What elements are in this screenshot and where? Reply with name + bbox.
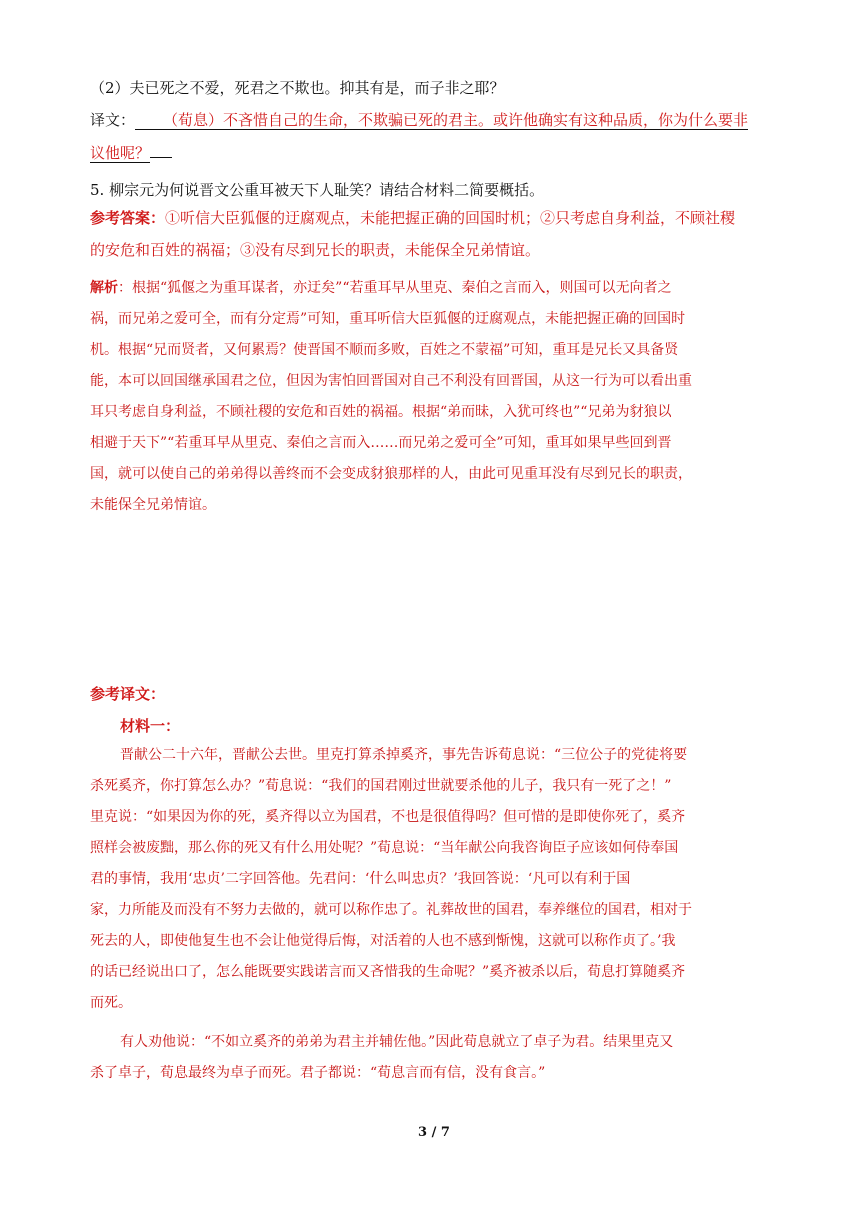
answer-line-2: 的安危和百姓的祸福；③没有尽到兄长的职责，未能保全兄弟情谊。 [90,241,541,259]
analysis-label: 解析 [90,280,118,296]
answer-label: 参考答案： [90,209,166,227]
paragraph-line: 而死。 [90,995,132,1011]
paragraph-line: 杀了卓子，荀息最终为卓子而死。君子都说：“荀息言而有信，没有食言。” [90,1065,546,1081]
question-5: 5. 柳宗元为何说晋文公重耳被天下人耻笑？请结合材料二简要概括。 [90,181,545,199]
analysis-line: 祸，而兄弟之爱可全，而有分定焉”可知，重耳听信大臣狐偃的迂腐观点，未能把握正确的回国时 [90,311,686,327]
paragraph-line: 君的事情，我用‘忠贞’二字回答他。先君问：‘什么叫忠贞？’我回答说：‘凡可以有利于国 [90,871,631,887]
answer-text-1: ①听信大臣狐偃的迂腐观点，未能把握正确的回国时机；②只考虑自身利益，不顾社稷 [165,209,736,227]
paragraph-line: 有人劝他说：“不如立奚齐的弟弟为君主并辅佐他。”因此荀息就立了卓子为君。结果里克又 [120,1034,674,1050]
analysis-line: 能，本可以回国继承国君之位，但因为害怕回晋国对自己不利没有回晋国，从这一行为可以看出重 [90,373,692,389]
page-number: 3 / 7 [418,1125,450,1140]
question-item-2: （2）夫已死之不爱，死君之不欺也。抑其有是，而子非之耶？ [90,79,505,97]
material-1-paragraph-1 [90,740,780,1019]
analysis-block [90,273,780,521]
translation-line-2 [90,143,780,163]
analysis-line: 相避于天下”“若重耳早从里克、秦伯之言而入……而兄弟之爱可全”可知，重耳如果早些回到晋 [90,435,672,451]
reference-translation-title: 参考译文： [90,685,166,703]
paragraph-line: 死去的人，即使他复生也不会让他觉得后悔，对活着的人也不感到惭愧，这就可以称作贞了。’我 [90,933,676,949]
analysis-line: 国，就可以使自己的弟弟得以善终而不会变成豺狼那样的人，由此可见重耳没有尽到兄长的职责， [90,466,692,482]
answer-line-1 [90,208,780,228]
paragraph-line: 晋献公二十六年，晋献公去世。里克打算杀掉奚齐，事先告诉荀息说：“三位公子的党徒将要 [120,747,688,763]
material-1-label: 材料一： [120,717,181,735]
paragraph-line: 家，力所能及而没有不努力去做的，就可以称作忠了。礼葬故世的国君，奉养继位的国君，相对于 [90,902,692,918]
translation-line-1 [90,110,780,130]
analysis-line: 未能保全兄弟情谊。 [90,497,216,513]
paragraph-line: 杀死奚齐，你打算怎么办？”荀息说：“我们的国君刚过世就要杀他的儿子，我只有一死了之！” [90,778,672,794]
translation-text-1: （荀息）不吝惜自己的生命，不欺骗已死的君主。或许他确实有这种品质，你为什么要非 [135,111,748,130]
analysis-line: 机。根据“兄而贤者，又何累焉？使晋国不顺而多败，百姓之不蒙福”可知，重耳是兄长又具备贤 [90,342,679,358]
paragraph-line: 里克说：“如果因为你的死，奚齐得以立为国君，不也是很值得吗？但可惜的是即使你死了，奚齐 [90,809,686,825]
translation-label: 译文： [90,111,136,129]
analysis-line: 耳只考虑自身利益，不顾社稷的安危和百姓的祸福。根据“弟而昧，入犹可终也”“兄弟为豺狼以 [90,404,672,420]
analysis-line: ：根据“狐偃之为重耳谋者，亦迂矣”“若重耳早从里克、秦伯之言而入，则国可以无向者之 [118,280,672,296]
paragraph-line: 的话已经说出口了，怎么能既要实践诺言而又吝惜我的生命呢？”奚齐被杀以后，荀息打算随奚齐 [90,964,686,980]
translation-blank [150,157,172,158]
paragraph-line: 照样会被废黜，那么你的死又有什么用处呢？”荀息说：“当年献公向我咨询臣子应该如何侍奉国 [90,840,679,856]
material-1-paragraph-2 [90,1027,780,1089]
translation-text-2: 议他呢？ [90,144,151,162]
